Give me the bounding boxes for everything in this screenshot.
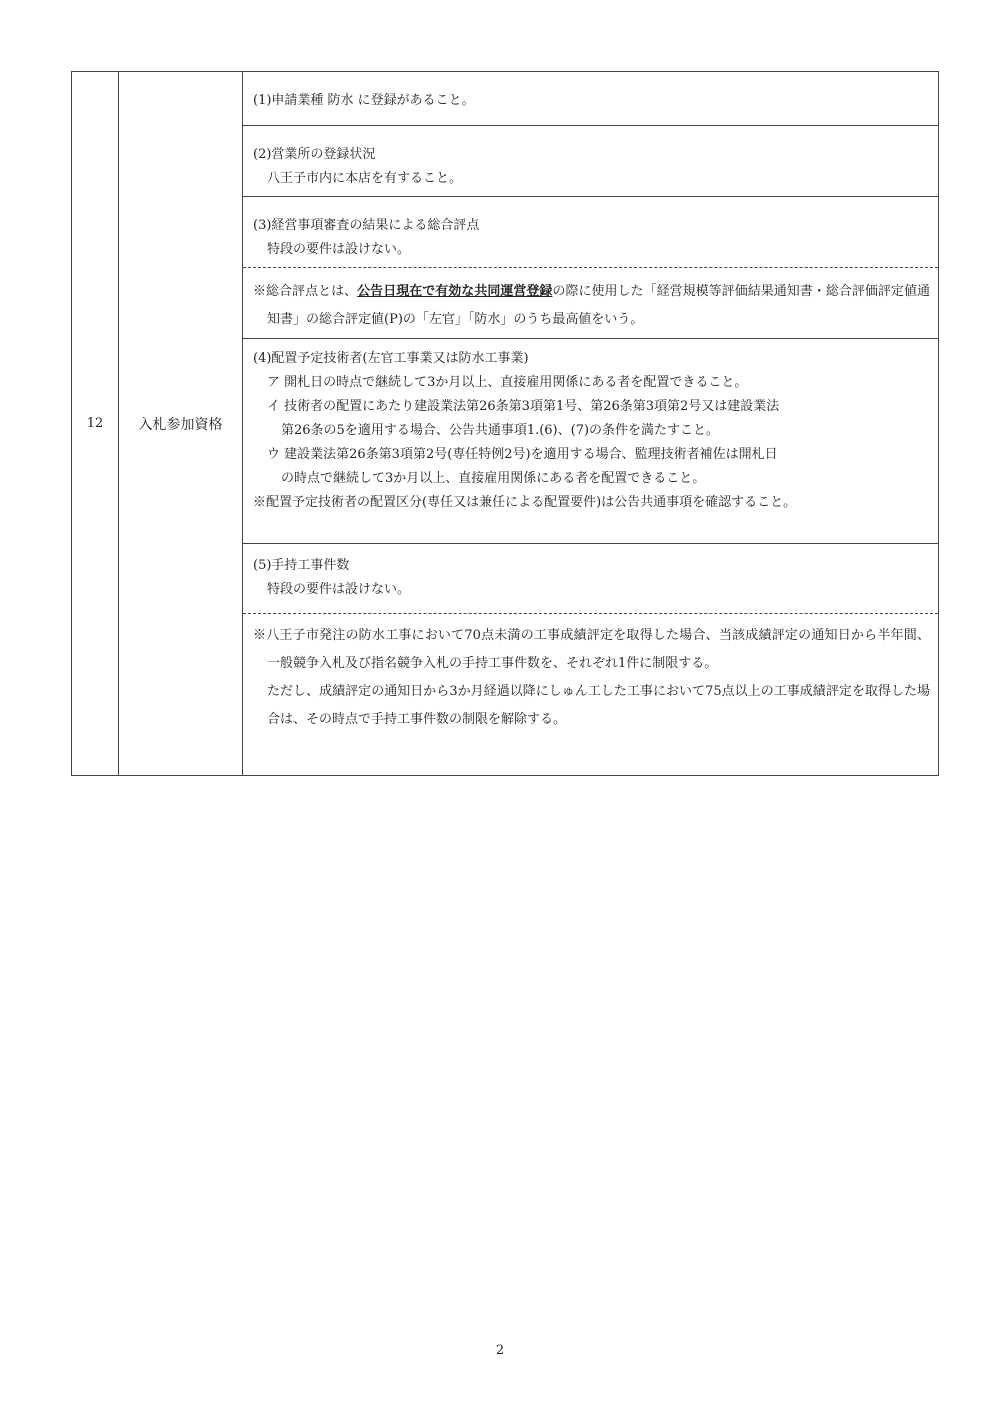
requirements-table (71, 71, 939, 776)
section-4-note: ※配置予定技術者の配置区分(専任又は兼任による配置要件)は公告共通事項を確認すること。 (253, 495, 797, 510)
section-2-title: (2)営業所の登録状況 (253, 147, 376, 162)
note-performance-1: ※八王子市発注の防水工事において70点未満の工事成績評定を取得した場合、当該成績評定の通知日から半年間、一般競争入札及び指名競争入札の手持工事件数を、それぞれ1件に制限する。 (253, 628, 930, 671)
table-row (72, 72, 939, 776)
row-content (243, 72, 939, 776)
section-5 (243, 544, 938, 614)
section-5-note (243, 614, 938, 775)
section-4-item-a: ア 開札日の時点で継続して3か月以上、直接雇用関係にある者を配置できること。 (267, 375, 748, 390)
section-2 (243, 126, 938, 197)
section-4-title: (4)配置予定技術者(左官工事業又は防水工事業) (253, 351, 529, 366)
section-3 (243, 197, 938, 268)
note-suffix: の際に使用した「経営規模等評価結果通知書・総合評価評定値通知書」の総合評定値(P)の「左官」「防水」のうち最高値をいう。 (267, 284, 930, 327)
note-prefix: ※総合評点とは、 (253, 284, 358, 299)
page-number: 2 (495, 1343, 505, 1358)
section-2-body: 八王子市内に本店を有すること。 (267, 171, 463, 186)
section-1-text: (1)申請業種 防水 に登録があること。 (253, 93, 475, 108)
section-1 (243, 72, 938, 126)
section-3-title: (3)経営事項審査の結果による総合評点 (253, 218, 480, 233)
section-4 (243, 339, 938, 544)
section-3-body: 特段の要件は設けない。 (267, 242, 411, 257)
section-5-body: 特段の要件は設けない。 (267, 582, 411, 597)
section-4-item-u-1: ウ 建設業法第26条第3項第2号(専任特例2号)を適用する場合、監理技術者補佐は開札日 (267, 447, 778, 462)
section-3-note (243, 268, 938, 339)
section-5-title: (5)手持工事件数 (253, 558, 350, 573)
section-4-item-i-1: イ 技術者の配置にあたり建設業法第26条第3項第1号、第26条第3項第2号又は建設業法 (267, 399, 780, 414)
row-label: 入札参加資格 (119, 72, 243, 776)
note-emphasis: 公告日現在で有効な共同運営登録 (357, 284, 553, 299)
note-total-score (253, 278, 930, 334)
note-performance-2: ただし、成績評定の通知日から3か月経過以降にしゅん工した工事において75点以上の工事成績評定を取得した場合は、その時点で手持工事件数の制限を解除する。 (267, 684, 930, 727)
section-4-item-u-2: の時点で継続して3か月以上、直接雇用関係にある者を配置できること。 (281, 471, 706, 486)
row-number: 12 (72, 72, 119, 776)
section-4-item-i-2: 第26条の5を適用する場合、公告共通事項1.(6)、(7)の条件を満たすこと。 (281, 423, 720, 438)
